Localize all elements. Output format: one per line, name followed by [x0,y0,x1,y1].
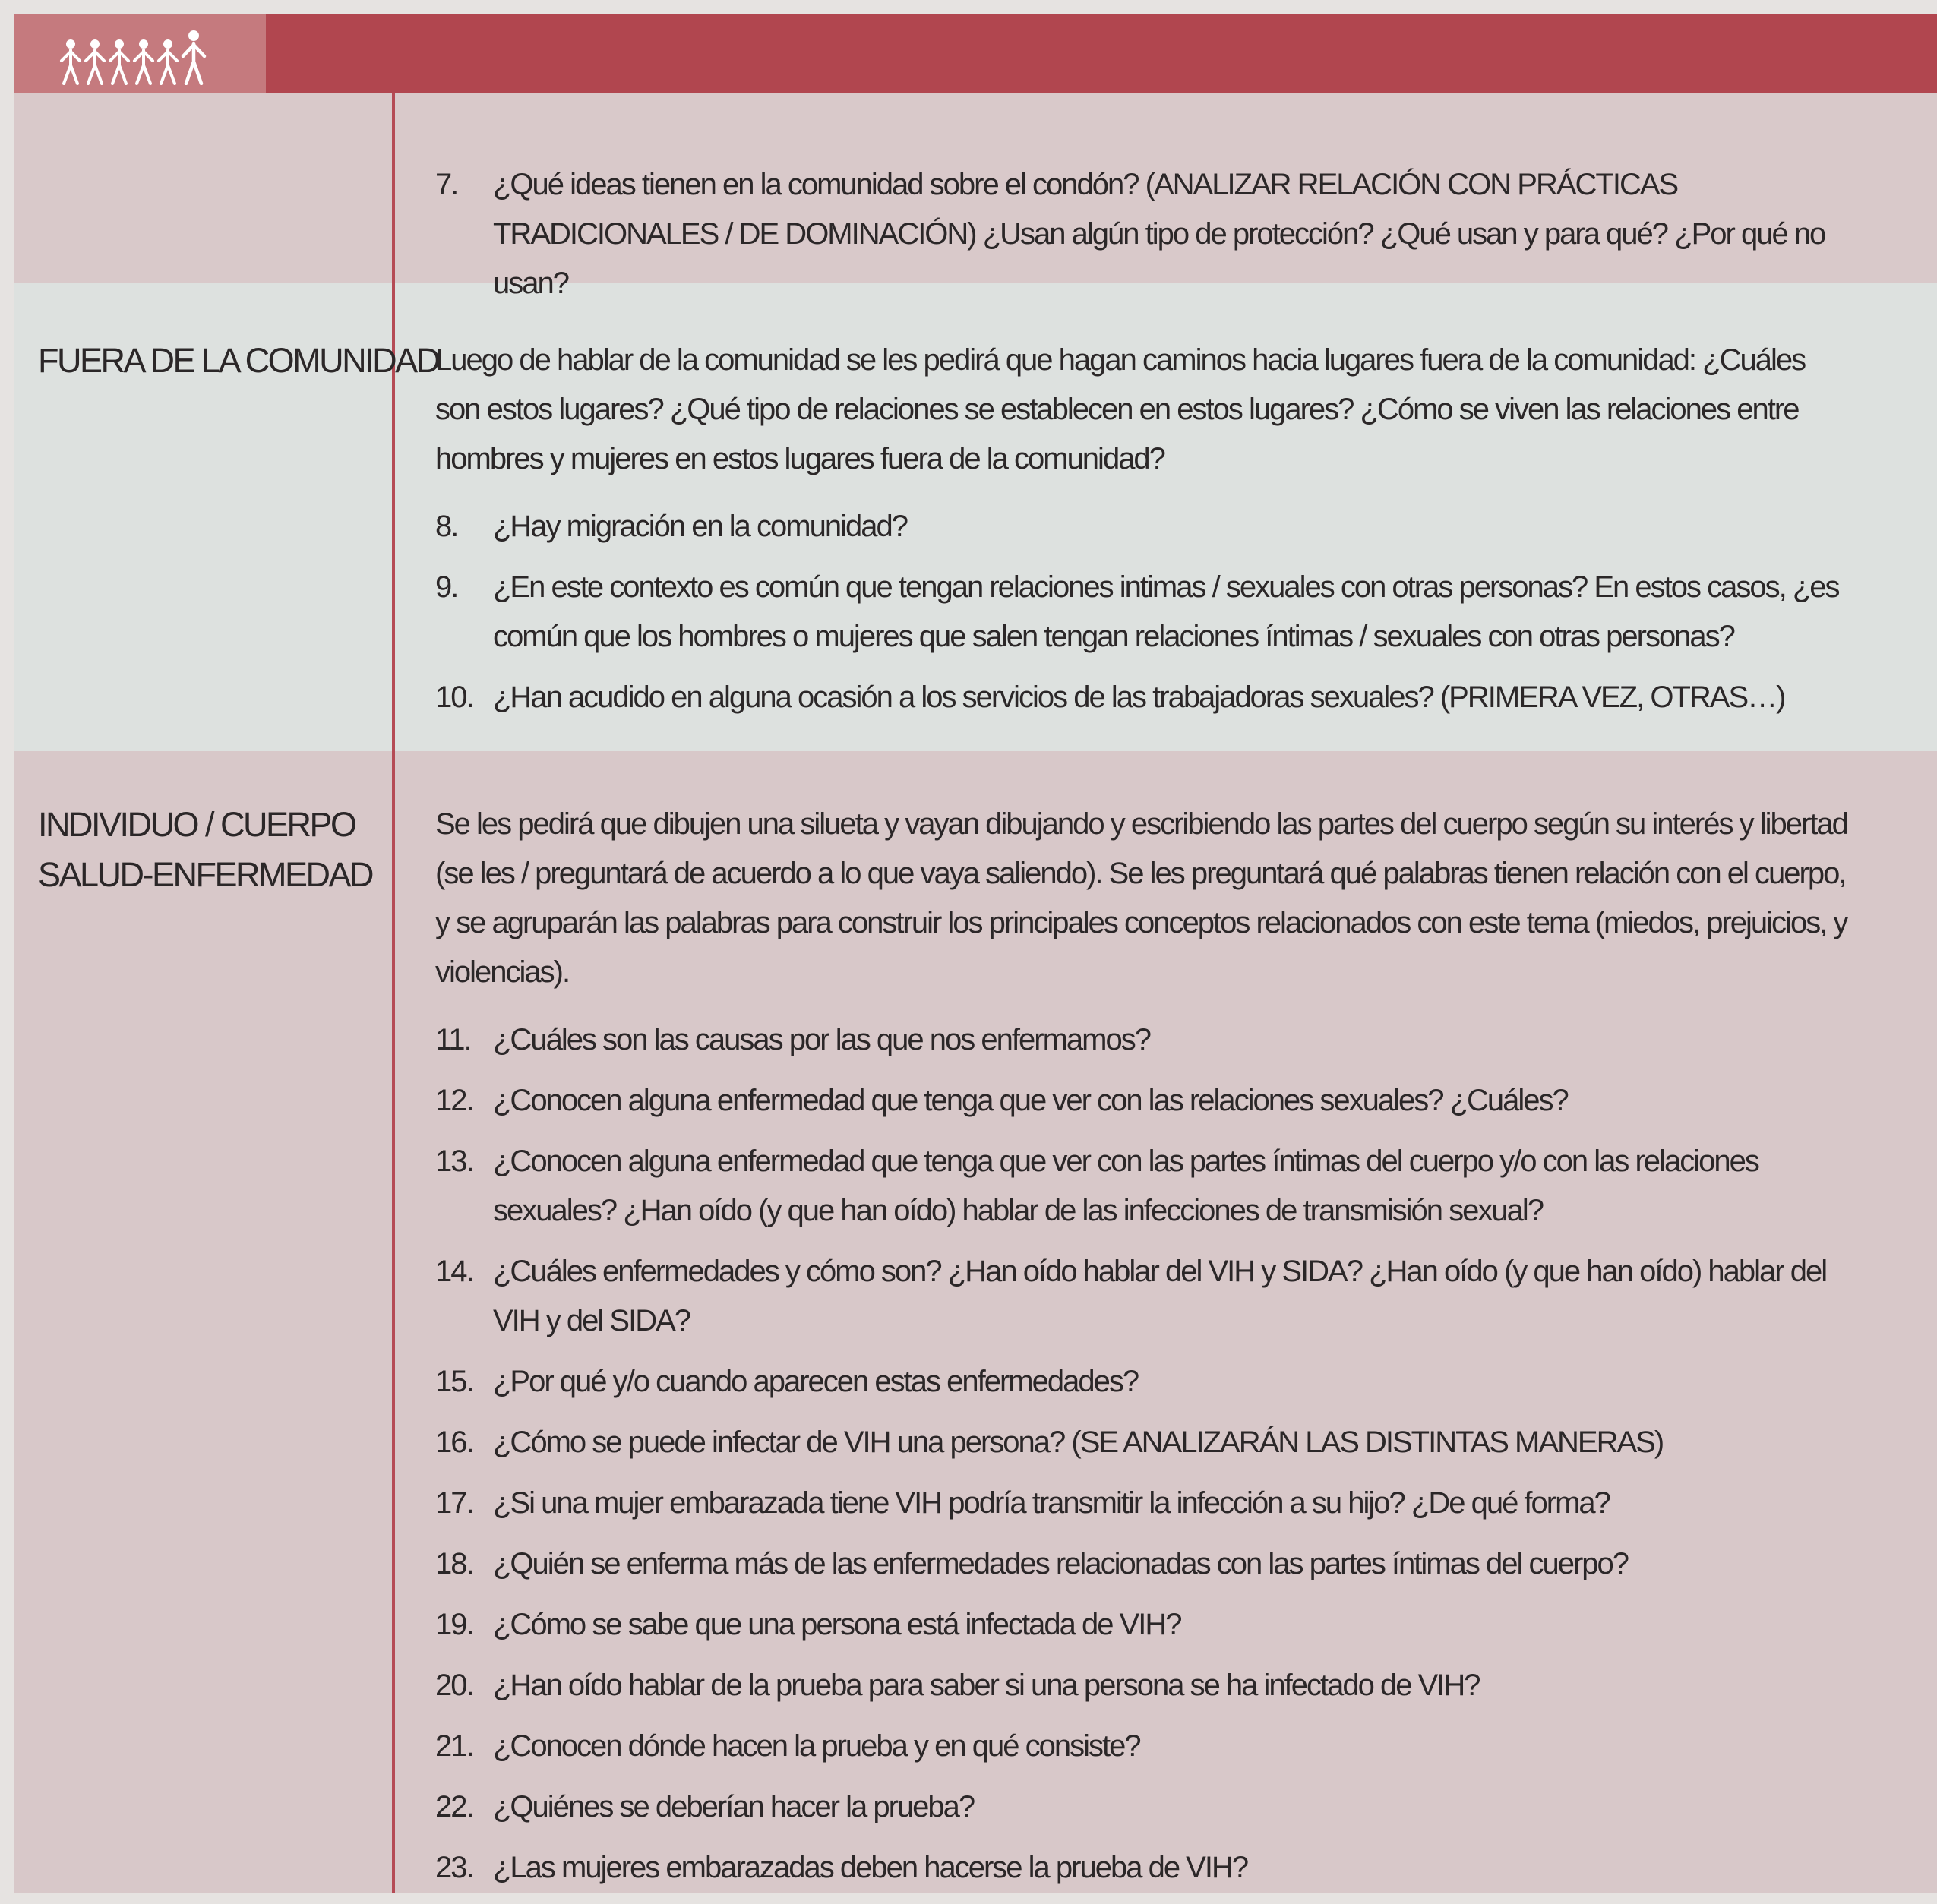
question-number: 20. [435,1669,473,1702]
question-text: ¿Cuáles son las causas por las que nos enfermamos? [493,1023,1150,1056]
question-number: 22. [435,1790,473,1823]
question-item [435,502,1848,551]
question-number: 13. [435,1145,473,1178]
section-1-questions [435,160,1848,308]
question-item [435,1357,1848,1407]
section-intro: Luego de hablar de la comunidad se les pedirá que hagan caminos hacia lugares fuera de la comunidad: ¿Cuáles son estos lugares? ¿Qué tipo de relaciones se establecen en estos lugares? ¿Cómo se viven las relaciones entre hombres y mujeres en estos lugares fuera de la comunidad? [435,343,1806,475]
question-number: 16. [435,1426,473,1459]
question-text: ¿Las mujeres embarazadas deben hacerse la prueba de VIH? [493,1851,1248,1884]
question-item [435,1137,1848,1236]
document-page [14,14,1937,1893]
question-item [435,1722,1848,1771]
question-number: 23. [435,1851,473,1884]
person-icon-tall [181,29,207,85]
section-label-fuera-de-la-comunidad: FUERA DE LA COMUNIDAD [38,341,439,380]
header-bar [14,14,1937,93]
question-text: ¿Si una mujer embarazada tiene VIH podría transmitir la infección a su hijo? ¿De qué forma? [493,1486,1610,1520]
question-item [435,1539,1848,1589]
question-number: 12. [435,1084,473,1117]
question-text: ¿Qué ideas tienen en la comunidad sobre el condón? (ANALIZAR RELACIÓN CON PRÁCTICAS TRADICIONALES / DE DOMINACIÓN) ¿Usan algún tipo de protección? ¿Qué usan y para qué? ¿Por qué no usan? [493,168,1825,300]
question-text: ¿En este contexto es común que tengan relaciones intimas / sexuales con otras personas? En estos casos, ¿es común que los hombres o mujeres que salen tengan relaciones íntimas / sexuales con otras personas? [493,570,1839,653]
question-item [435,1015,1848,1065]
question-item [435,1843,1848,1893]
question-text: ¿Quiénes se deberían hacer la prueba? [493,1790,975,1823]
question-number: 15. [435,1365,473,1398]
question-number: 10. [435,680,473,714]
question-text: ¿Cómo se puede infectar de VIH una persona? (SE ANALIZARÁN LAS DISTINTAS MANERAS) [493,1426,1664,1459]
header-tab [14,14,266,93]
question-item [435,673,1848,722]
question-text: ¿Hay migración en la comunidad? [493,510,907,543]
question-number: 14. [435,1255,473,1288]
question-text: ¿Conocen alguna enfermedad que tenga que ver con las partes íntimas del cuerpo y/o con las relaciones sexuales? ¿Han oído (y que han oído) hablar de las infecciones de transmisión sexual? [493,1145,1758,1227]
section-2-questions [435,502,1848,722]
people-row-icon [59,24,207,85]
question-item [435,1600,1848,1650]
person-icon [84,38,106,85]
question-text: ¿Cómo se sabe que una persona está infectada de VIH? [493,1608,1181,1641]
question-text: ¿Conocen alguna enfermedad que tenga que ver con las relaciones sexuales? ¿Cuáles? [493,1084,1568,1117]
question-number: 19. [435,1608,473,1641]
person-icon [156,38,179,85]
question-number: 9. [435,570,458,604]
person-icon [132,38,155,85]
question-item [435,1418,1848,1467]
question-text: ¿Cuáles enfermedades y cómo son? ¿Han oído hablar del VIH y SIDA? ¿Han oído (y que han oído) hablar del VIH y del SIDA? [493,1255,1827,1337]
question-item [435,1247,1848,1346]
question-item [435,1782,1848,1832]
question-text: ¿Por qué y/o cuando aparecen estas enfermedades? [493,1365,1139,1398]
question-number: 21. [435,1729,473,1763]
section-3-questions [435,1015,1848,1893]
person-icon [108,38,131,85]
person-icon [59,38,82,85]
question-text: ¿Quién se enferma más de las enfermedades relacionadas con las partes íntimas del cuerpo? [493,1547,1629,1580]
question-text: ¿Han oído hablar de la prueba para saber si una persona se ha infectado de VIH? [493,1669,1480,1702]
question-item [435,563,1848,662]
question-number: 11. [435,1023,471,1056]
question-item [435,1076,1848,1126]
question-item [435,1661,1848,1710]
section-3-content [435,800,1848,1904]
section-intro: Se les pedirá que dibujen una silueta y vayan dibujando y escribiendo las partes del cuerpo según su interés y libertad (se les / preguntará de acuerdo a lo que vaya saliendo). Se les preguntará qué palabras tienen relación con el cuerpo, y se agruparán las palabras para construir los principales conceptos relacionados con este tema (miedos, prejuicios, y violencias). [435,807,1847,989]
section-label-individuo-cuerpo: INDIVIDUO / CUERPO SALUD-ENFERMEDAD [38,805,373,894]
question-number: 8. [435,510,458,543]
section-1-content [435,160,1848,320]
question-number: 18. [435,1547,473,1580]
question-number: 7. [435,168,458,201]
question-text: ¿Han acudido en alguna ocasión a los servicios de las trabajadoras sexuales? (PRIMERA VEZ, OTRAS…) [493,680,1785,714]
question-text: ¿Conocen dónde hacen la prueba y en qué consiste? [493,1729,1140,1763]
section-2-content [435,336,1848,734]
question-item [435,1479,1848,1528]
question-item [435,160,1848,308]
question-number: 17. [435,1486,473,1520]
